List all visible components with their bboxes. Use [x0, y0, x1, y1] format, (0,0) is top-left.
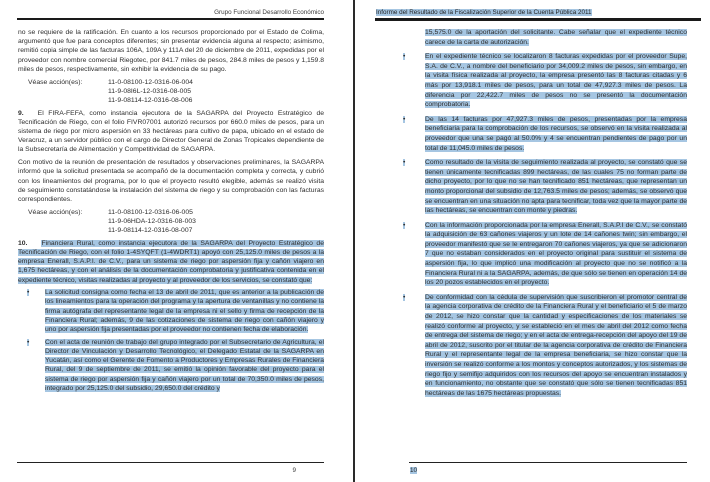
vease-block-2 — [18, 208, 324, 236]
bullet-glyph: • — [27, 289, 30, 297]
action-code: 11-9-08I6L-12-0316-08-005 — [108, 87, 192, 95]
bullet-glyph: • — [27, 338, 30, 346]
bullet-glyph: • — [403, 293, 406, 301]
page-number-right — [410, 467, 417, 474]
page-number-left: 9 — [292, 467, 296, 474]
page-header-right — [376, 9, 700, 17]
bullet-marker — [403, 115, 425, 153]
footer-rule-right — [409, 462, 687, 464]
bullet-item — [403, 115, 687, 153]
bullet-text — [425, 52, 687, 110]
selected-text: Como resultado de la visita de seguimiento realizada al proyecto, se constató que se tienen únicamente tecnificadas 899 hectáreas, de las cuales 75 no forman parte de dicho proyecto, por lo que no se han tecnificado 851 hectáreas, que representan un monto proporcional del subsidio de 12,763.5 miles de pesos; además, se observó que se encuentran en una situación no apta para tecnificar, toda vez que la mayor parte de las hectáreas, se encuentran con monte y piedras. — [425, 159, 687, 215]
vease-block-1 — [18, 78, 324, 106]
header-rule-right — [375, 18, 701, 21]
bullet-marker — [403, 221, 425, 288]
selected-text: En el expediente técnico se localizaron 8 facturas expedidas por el proveedor Supe, S.A. de C.V., a nombre del beneficiario por 34,009.2 miles de pesos, sin embargo, en la visita física realizada al proyecto, la empresa presentó las 8 facturas citadas y 6 más por 13,918.1 miles de pesos, para un total de 47,927.3 miles de pesos. La diferencia por 22,422.7 miles de pesos no se presentó la documentación comprobatoria. — [425, 53, 687, 109]
paragraph-number: 9. — [18, 109, 24, 117]
paragraph-intro — [18, 28, 324, 74]
selected-text: Financiera Rural, como instancia ejecutora de la SAGARPA del Proyecto Estratégico de Tecnificación de Riego, con el folio 1-4SYQFT (1-4WDRT1) apoyó con 25,125.0 miles de pesos a la empresa Enerall, S.A.P.I. de C.V., para un sistema de riego por aspersión fija y cañón viajero en 1,675 hectáreas, y con el análisis de la documentación comprobatoria y justificativa contenida en el expediente técnico, visitas realizadas al proyecto y al proveedor de los servicios, se constató que: — [18, 239, 324, 284]
action-code: 11-9-06HDA-12-0316-08-003 — [108, 217, 196, 225]
bullet-item — [403, 221, 687, 288]
selected-text: 15,575.0 de la aportación del solicitante. Cabe señalar que el expediente técnico carece de la carta de autorización. — [425, 29, 687, 46]
page-body-left — [18, 28, 324, 458]
page-10 — [355, 0, 710, 482]
footer-rule-left — [17, 462, 324, 464]
action-code: 11-9-08114-12-0316-08-006 — [108, 96, 193, 104]
action-code: 11-0-08100-12-0316-06-004 — [108, 78, 193, 86]
selected-text: La solicitud consigna como fecha el 13 de abril de 2011, que es anterior a la publicación de los lineamientos para la operación del programa y la apertura de ventanillas y no contiene la firma autógrafa del representante legal de la empresa ni el sello y firma de recepción de la Financiera Rural; además, 9 de las cotizaciones de sistema de riego con cañón viajero y uno por aspersión fija presentadas por el proveedor no contienen fecha de elaboración. — [45, 289, 324, 334]
vease-label: Véase acción(es): — [28, 78, 83, 86]
paragraph-continuation — [425, 28, 687, 47]
selected-text: Informe del Resultado de la Fiscalización Superior de la Cuenta Pública 2011 — [376, 9, 592, 16]
selected-text: De las 14 facturas por 47,927.3 miles de pesos, presentadas por la empresa beneficiaria para la comprobación de los recursos, se observó en la visita realizada al proveedor que una se pagó al 50.0% y 4 se encuentran pendientes de pago por un total de 11,045.0 miles de pesos. — [425, 115, 687, 152]
paragraph-9-text: El FIRA-FEFA, como instancia ejecutora de la SAGARPA del Proyecto Estratégico de Tecnificación de Riego, con el folio FIVR07001 autorizó recursos por 660.0 miles de pesos, para un sistema de riego por micro aspersión en 33 hectáreas para cultivo de papa, ubicado en el estado de Veracruz, a un servidor público con el cargo de Director General de Zonas Tropicales dependiente de la Subsecretaría de Alimentación y Competitividad de SAGARPA. — [18, 109, 324, 154]
action-code: 11-9-08114-12-0316-08-007 — [108, 227, 193, 235]
page-header-left: Grupo Funcional Desarrollo Económico — [214, 9, 324, 16]
bullet-marker — [18, 288, 45, 334]
bullet-item — [18, 288, 324, 334]
paragraph-motivo — [18, 158, 324, 204]
bullet-text — [425, 158, 687, 216]
vease-label: Véase acción(es): — [28, 208, 83, 216]
selected-text: De conformidad con la cédula de supervisión que suscribieron el promotor central de la agencia corporativa de crédito de la Financiera Rural y el beneficiario el 5 de marzo de 2012, se hizo constar que la cantidad y especificaciones de los materiales se realizó conforme al proyecto, y se estableció en el mes de abril del 2012 como fecha de entrega del sistema de riego; y en el acta de entrega-recepción del apoyo del 19 de abril de 2012, suscrito por el titular de la agencia corporativa de crédito de Financiera Rural y el representante legal de la empresa beneficiaria, se hizo constar que la inversión se realizó conforme a los montos y conceptos autorizados, y los sistemas de riego fijo y semifijo adquiridos con los recursos del apoyo se encuentran instalados y en funcionamiento, no obstante que se constató que sólo se tienen tecnificadas 851 hectáreas de las 1675 hectáreas propuestas. — [425, 293, 687, 397]
bullet-text — [45, 288, 324, 334]
paragraph-number: 10. — [18, 239, 28, 247]
bullet-glyph: • — [403, 53, 406, 61]
bullet-glyph: • — [403, 159, 406, 167]
bullet-text — [425, 293, 687, 399]
bullet-item — [18, 338, 324, 393]
action-code: 11-0-08100-12-0316-06-005 — [108, 208, 193, 216]
bullet-marker — [403, 158, 425, 216]
bullet-marker — [403, 52, 425, 110]
page-body-right — [403, 28, 687, 458]
bullet-text — [425, 115, 687, 153]
bullet-item — [403, 52, 687, 110]
paragraph-motivo-text: Con motivo de la reunión de presentación de resultados y observaciones preliminares, la SAGARPA informó que la solicitud presentada se acompañó de la documentación completa y correcta, y cubrió con los lineamientos del programa, por lo que el proyecto resultó elegible, además se realizó visita de seguimiento constatándose la instalación del sistema de riego y su comprobación con las facturas correspondientes. — [18, 159, 324, 203]
bullet-glyph: • — [403, 221, 406, 229]
paragraph-9 — [18, 109, 324, 155]
header-rule-left — [17, 18, 324, 20]
bullet-glyph: • — [403, 115, 406, 123]
bullet-item — [403, 293, 687, 399]
vease-codes — [108, 208, 196, 236]
selected-text: Con la información proporcionada por la empresa Enerall, S.A.P.I de C.V., se constató la adquisición de 63 cañones viajeros y un lote de 14 cañones twin; sin embargo, el proveedor manifestó que se le entregaron 70 cañones viajeros, ya que se adicionaron 7 que no estaban considerados en el proyecto original para sustituir el sistema de aspersión fija, lo que implicó una modificación al proyecto que no se notificó a la Financiera Rural ni a la SAGARPA, además, de que sólo se tienen en operación 14 de los 20 pozos establecidos en el proyecto. — [425, 221, 687, 287]
selected-text: Con el acta de reunión de trabajo del grupo integrado por el Subsecretario de Agricultura, el Director de Vinculación y Desarrollo Tecnológico, el Delegado Estatal de la SAGARPA en Yucatán, así como el Gerente de Fomento a Productores y Empresas Rurales de Financiera Rural, del 9 de septiembre de 2011, se emitió la opinión favorable del proyecto para el sistema de riego por aspersión fija y cañón viajero por un total de 70,350.0 miles de pesos, integrado por 25,125.0 del subsidio, 29,650.0 del crédito y — [45, 338, 324, 392]
page-9 — [0, 0, 353, 482]
bullet-item — [403, 158, 687, 216]
bullet-text — [425, 221, 687, 288]
bullet-marker — [18, 338, 45, 393]
bullet-marker — [403, 293, 425, 399]
vease-codes — [108, 78, 193, 106]
bullet-text — [45, 338, 324, 393]
paragraph-intro-text: no se requiere de la ratificación. En cuanto a los recursos proporcionado por el Estado de Colima, argumentó que fue para conceptos diferentes; sin presentar evidencia alguna al respecto; asimismo, remitió copia simple de las facturas 106A, 109A y 111A del 20 de diciembre de 2011, expedidas por el proveedor con nombre comercial Riegotec, por 841.7 miles de pesos, 284.8 miles de pesos y 1,159.8 miles de pesos, respectivamente, sin exhibir la evidencia de su pago. — [18, 29, 324, 73]
selected-text: 10 — [410, 467, 418, 474]
paragraph-10 — [18, 239, 324, 285]
